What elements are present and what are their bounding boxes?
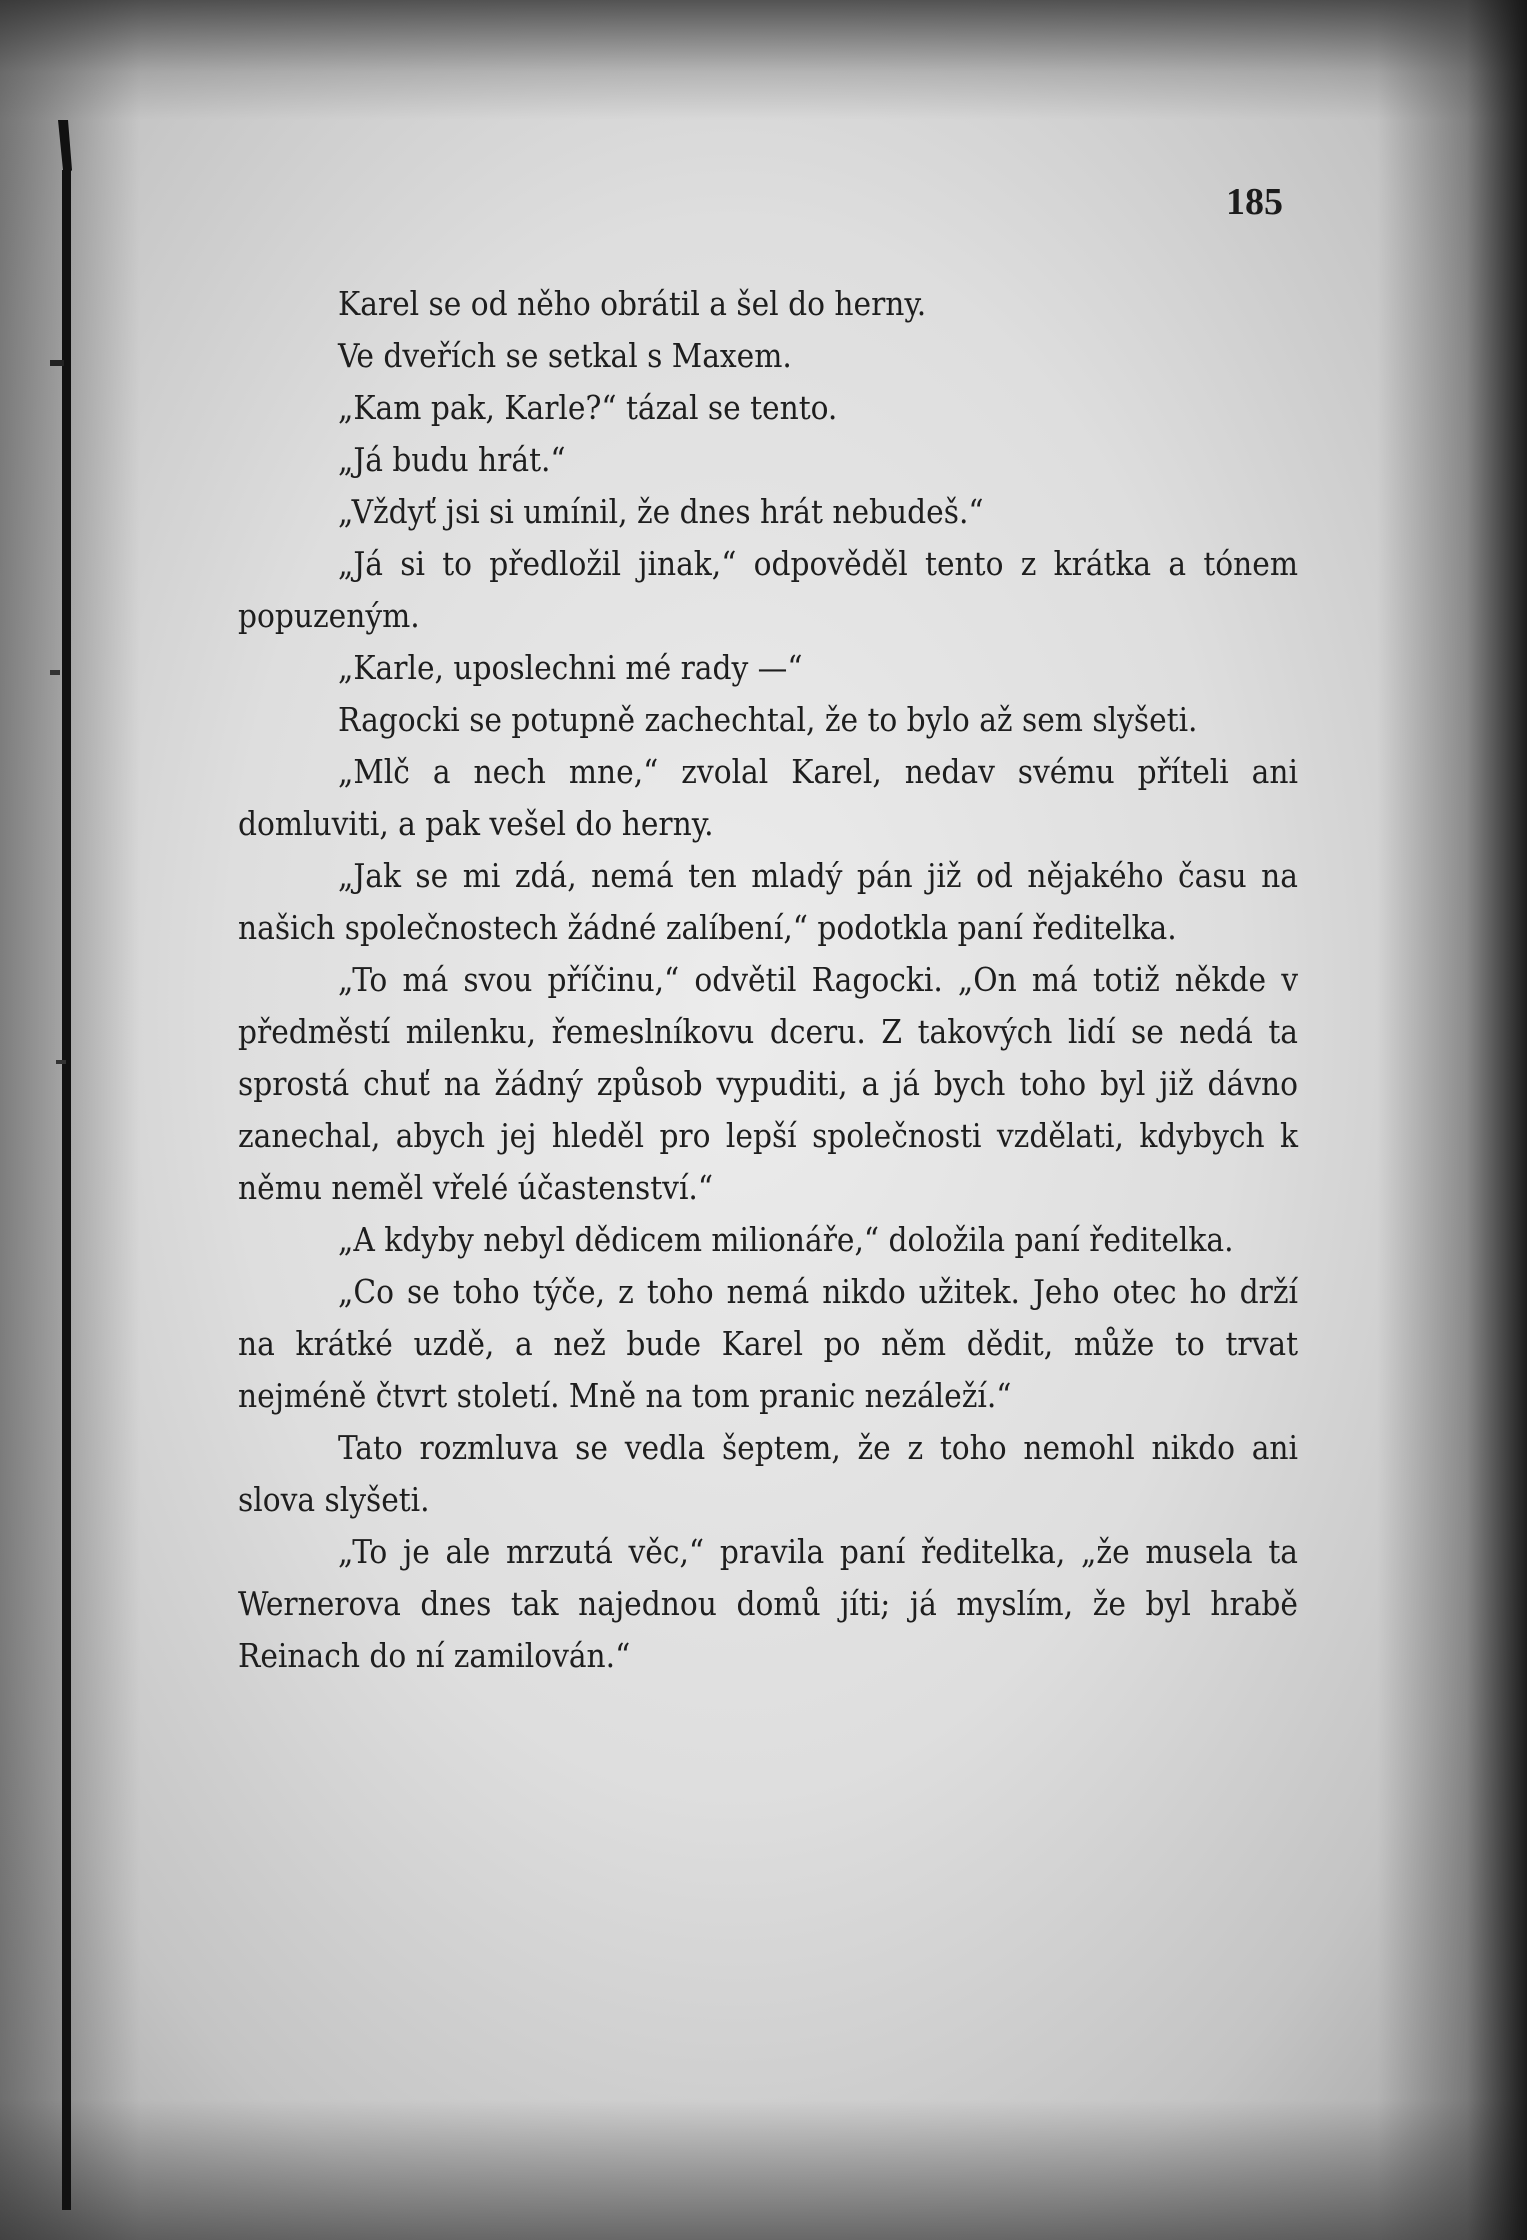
- paragraph: „Karle, uposlechni mé rady —“: [338, 648, 803, 687]
- scan-shadow-right: [1377, 0, 1527, 2240]
- paragraph: Karel se od něho obrátil a šel do herny.: [338, 284, 927, 323]
- paragraph: „Vždyť jsi si umínil, že dnes hrát nebudeš.“: [338, 492, 984, 531]
- paragraph: Ragocki se potupně zachechtal, že to bylo až sem slyšeti.: [338, 700, 1198, 739]
- paragraph: „To je ale mrzutá věc,“ pravila paní ředitelka, „že musela ta Wernerova dnes tak najednou domů jíti; já myslím, že byl hrabě Reinach do ní zamilován.“: [238, 1532, 1298, 1675]
- scan-shadow-bottom: [0, 2100, 1527, 2240]
- paragraph: „To má svou příčinu,“ odvětil Ragocki. „On má totiž někde v předměstí milenku, řemeslníkovu dceru. Z takových lidí se nedá ta sprostá chuť na žádný způsob vypuditi, a já bych toho byl již dávno zanechal, abych jej hleděl pro lepší společnosti vzdělati, kdybych k němu neměl vřelé účastenství.“: [238, 960, 1298, 1207]
- paragraph: Tato rozmluva se vedla šeptem, že z toho nemohl nikdo ani slova slyšeti.: [238, 1428, 1298, 1519]
- paragraph: Ve dveřích se setkal s Maxem.: [338, 336, 792, 375]
- paragraph: „Já si to předložil jinak,“ odpověděl tento z krátka a tónem popuzeným.: [238, 544, 1298, 635]
- paragraph: „Já budu hrát.“: [338, 440, 566, 479]
- body-text: [238, 278, 1298, 1682]
- page-number: 185: [1226, 181, 1283, 223]
- binding-edge-line: [50, 110, 110, 2210]
- paragraph: „Co se toho týče, z toho nemá nikdo užitek. Jeho otec ho drží na krátké uzdě, a než bude Karel po něm dědit, může to trvat nejméně čtvrt století. Mně na tom pranic nezáleží.“: [238, 1272, 1298, 1415]
- paragraph: „Jak se mi zdá, nemá ten mladý pán již od nějakého času na našich společnostech žádné zalíbení,“ podotkla paní ředitelka.: [238, 856, 1298, 947]
- paragraph: „Kam pak, Karle?“ tázal se tento.: [338, 388, 838, 427]
- scan-shadow-top: [0, 0, 1527, 120]
- paragraph: „Mlč a nech mne,“ zvolal Karel, nedav svému příteli ani domluviti, a pak vešel do herny.: [238, 752, 1298, 843]
- paragraph: „A kdyby nebyl dědicem milionáře,“ doložila paní ředitelka.: [338, 1220, 1234, 1259]
